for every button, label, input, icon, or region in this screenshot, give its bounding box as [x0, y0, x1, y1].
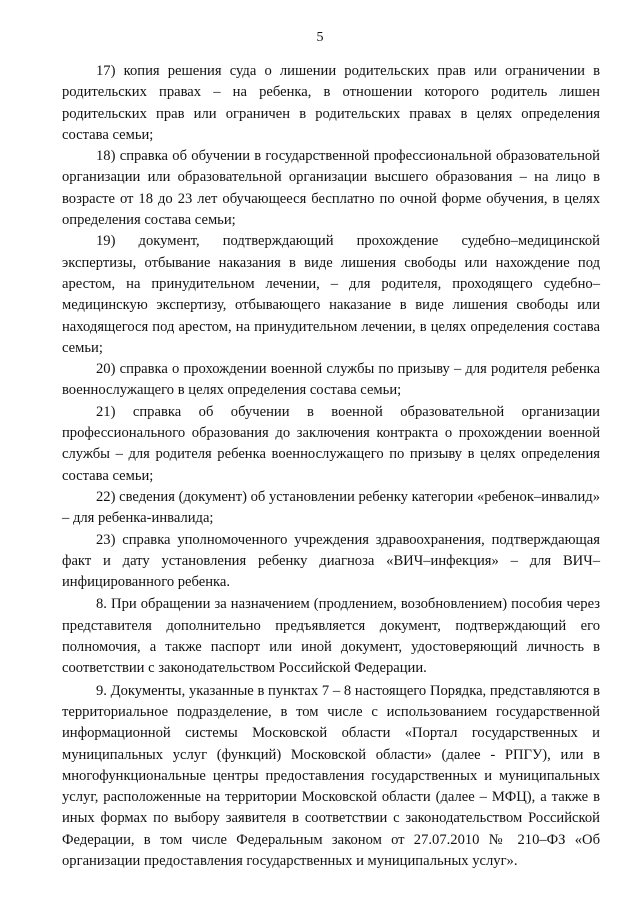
paragraph-9: 9. Документы, указанные в пунктах 7 – 8 настоящего Порядка, представляются в территориальное подразделение, в том числе с использованием государственной информационной системы Московской области «Портал государственных и муниципальных услуг (функций) Московской области» (далее - РПГУ), или в многофункциональные центры предоставления государственных и муниципальных услуг, расположенные на территории Московской области (далее – МФЦ), а также в иных формах по выбору заявителя в соответствии с законодательством Российской Федерации, в том числе Федеральным законом от 27.07.2010 № 210–ФЗ «Об организации предоставления государственных и муниципальных услуг».: [62, 682, 600, 869]
list-item-20: 20) справка о прохождении военной службы по призыву – для родителя ребенка военнослужащего в целях определения состава семьи;: [62, 361, 600, 399]
paragraph-8: 8. При обращении за назначением (продлением, возобновлением) пособия через представителя дополнительно предъявляется документ, подтверждающий его полномочия, а также паспорт или иной документ, удостоверяющий личность в соответствии с законодательством Российской Федерации.: [62, 596, 600, 677]
list-item-17: 17) копия решения суда о лишении родительских прав или ограничении в родительских правах – на ребенка, в отношении которого родитель лишен родительских прав или ограничен в родительских правах в целях определения состава семьи;: [62, 63, 600, 143]
list-item-23: 23) справка уполномоченного учреждения здравоохранения, подтверждающая факт и дату установления ребенку диагноза «ВИЧ–инфекция» – для ВИЧ–инфицированного ребенка.: [62, 531, 600, 591]
list-item-19: 19) документ, подтверждающий прохождение судебно–медицинской экспертизы, отбывание наказания в виде лишения свободы или нахождение под арестом, на принудительном лечении, – для родителя, проходящего судебно–медицинскую экспертизу, отбывающего наказание в виде лишения свободы или находящегося под арестом, на принудительном лечении, в целях определения состава семьи;: [62, 233, 600, 356]
document-body: [62, 61, 600, 872]
list-item-21: 21) справка об обучении в военной образовательной организации профессионального образования до заключения контракта о прохождении военной службы – для родителя ребенка военнослужащего по призыву в целях определения состава семьи;: [62, 403, 600, 484]
list-item-18: 18) справка об обучении в государственной профессиональной образовательной организации или образовательной организации высшего образования – на лицо в возрасте от 18 до 23 лет обучающееся бесплатно по очной форме обучения, в целях определения состава семьи;: [62, 148, 600, 229]
page-number: 5: [316, 30, 324, 45]
list-item-22: 22) сведения (документ) об установлении ребенку категории «ребенок–инвалид» – для ребенка-инвалида;: [62, 488, 600, 527]
